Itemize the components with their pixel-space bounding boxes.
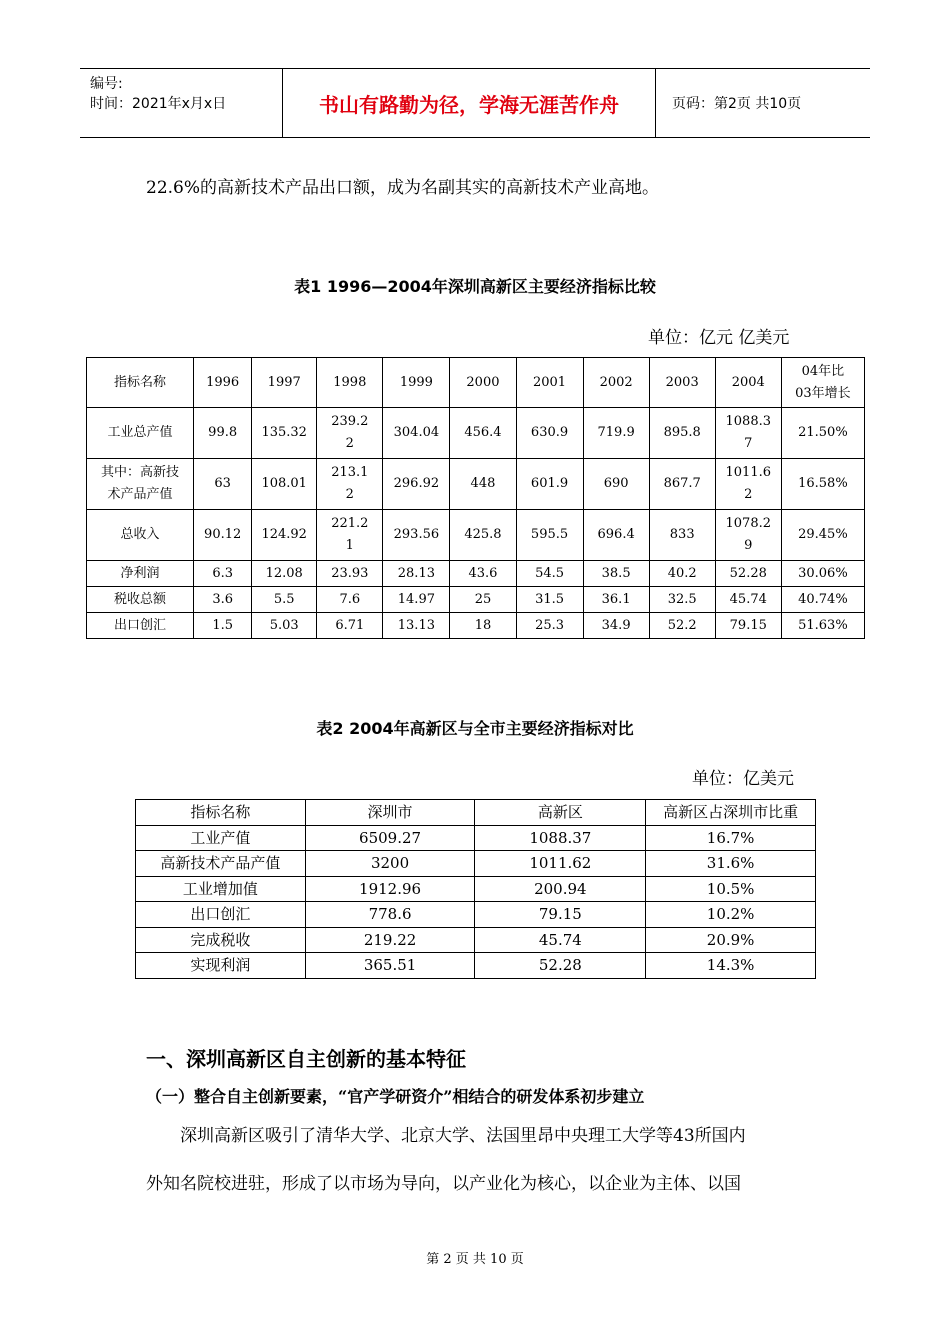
table1-cell: 690 [583, 459, 649, 510]
table2-cell: 出口创汇 [136, 902, 306, 928]
table2-cell: 20.9% [646, 927, 816, 953]
table1-cell: 456.4 [450, 408, 516, 459]
table1-cell: 29.45% [781, 510, 864, 561]
table1-cell: 719.9 [583, 408, 649, 459]
table2-header-row [136, 800, 816, 826]
table1-cell: 293.56 [383, 510, 450, 561]
table1-cell: 工业总产值 [87, 408, 194, 459]
table2-header-cell: 高新区占深圳市比重 [646, 800, 816, 826]
code-label: 编号: [90, 76, 123, 92]
table2-unit: 单位：亿美元 [692, 769, 794, 789]
table1-cell: 135.32 [252, 408, 317, 459]
table1-header-cell: 1998 [317, 358, 383, 408]
table1-cell: 7.6 [317, 587, 383, 613]
table1-cell: 5.5 [252, 587, 317, 613]
table2-cell: 200.94 [475, 876, 646, 902]
table1-cell: 40.2 [649, 561, 715, 587]
header-meta [80, 69, 283, 137]
table2 [135, 799, 816, 979]
table2-cell: 31.6% [646, 851, 816, 877]
table1-cell: 45.74 [715, 587, 781, 613]
motto: 书山有路勤为径，学海无涯苦作舟 [283, 69, 656, 137]
table1-cell: 34.9 [583, 613, 649, 639]
table2-cell: 52.28 [475, 953, 646, 979]
table1-cell: 1078.2 9 [715, 510, 781, 561]
table1-cell: 867.7 [649, 459, 715, 510]
table1-cell: 43.6 [450, 561, 516, 587]
table1-cell: 448 [450, 459, 516, 510]
table1-cell: 出口创汇 [87, 613, 194, 639]
table1-cell: 税收总额 [87, 587, 194, 613]
table1-cell: 601.9 [516, 459, 583, 510]
table1-cell: 23.93 [317, 561, 383, 587]
table2-title: 表2 2004年高新区与全市主要经济指标对比 [316, 719, 634, 738]
table1-cell: 63 [194, 459, 252, 510]
table1-cell: 696.4 [583, 510, 649, 561]
body-line-1: 深圳高新区吸引了清华大学、北京大学、法国里昂中央理工大学等43所国内 [180, 1126, 746, 1146]
table1-header-cell: 04年比 03年增长 [781, 358, 864, 408]
table2-cell: 6509.27 [305, 825, 475, 851]
table1-header-cell: 2004 [715, 358, 781, 408]
table2-cell: 工业增加值 [136, 876, 306, 902]
table2-row [136, 876, 816, 902]
time-label: 时间：2021年x月x日 [90, 96, 227, 112]
table2-row [136, 851, 816, 877]
table1-cell: 净利润 [87, 561, 194, 587]
table2-cell: 10.5% [646, 876, 816, 902]
table1-cell: 595.5 [516, 510, 583, 561]
table1-cell: 239.2 2 [317, 408, 383, 459]
table1-cell: 1088.3 7 [715, 408, 781, 459]
table1-cell: 90.12 [194, 510, 252, 561]
table1-cell: 51.63% [781, 613, 864, 639]
table1-cell: 833 [649, 510, 715, 561]
table1-cell: 28.13 [383, 561, 450, 587]
table2-cell: 1011.62 [475, 851, 646, 877]
table2-row [136, 902, 816, 928]
table2-cell: 完成税收 [136, 927, 306, 953]
table1-cell: 18 [450, 613, 516, 639]
table1-header-cell: 2001 [516, 358, 583, 408]
table1-cell: 3.6 [194, 587, 252, 613]
table1-cell: 221.2 1 [317, 510, 383, 561]
table1-cell: 总收入 [87, 510, 194, 561]
table1-header-cell: 1999 [383, 358, 450, 408]
section-heading: 一、深圳高新区自主创新的基本特征 [146, 1047, 466, 1071]
table2-cell: 高新技术产品产值 [136, 851, 306, 877]
table1-cell: 6.71 [317, 613, 383, 639]
table1-cell: 79.15 [715, 613, 781, 639]
table1-cell: 13.13 [383, 613, 450, 639]
body-line-2: 外知名院校进驻，形成了以市场为导向，以产业化为核心，以企业为主体、以国 [146, 1174, 741, 1194]
table1-cell: 其中：高新技 术产品产值 [87, 459, 194, 510]
table2-cell: 3200 [305, 851, 475, 877]
table1-cell: 124.92 [252, 510, 317, 561]
table1-cell: 304.04 [383, 408, 450, 459]
table1-header-cell: 指标名称 [87, 358, 194, 408]
table2-row [136, 825, 816, 851]
table1-title: 表1 1996—2004年深圳高新区主要经济指标比较 [294, 277, 656, 296]
table1-cell: 12.08 [252, 561, 317, 587]
table1 [86, 357, 865, 639]
table2-cell: 219.22 [305, 927, 475, 953]
table2-header-cell: 深圳市 [305, 800, 475, 826]
table1-cell: 425.8 [450, 510, 516, 561]
table2-cell: 1088.37 [475, 825, 646, 851]
table1-cell: 14.97 [383, 587, 450, 613]
table1-header-cell: 2002 [583, 358, 649, 408]
table1-header-cell: 2003 [649, 358, 715, 408]
table1-cell: 1.5 [194, 613, 252, 639]
table2-cell: 10.2% [646, 902, 816, 928]
table1-header-cell: 2000 [450, 358, 516, 408]
table1-row [87, 510, 865, 561]
table1-cell: 895.8 [649, 408, 715, 459]
table1-cell: 30.06% [781, 561, 864, 587]
table1-cell: 6.3 [194, 561, 252, 587]
table1-unit: 单位：亿元 亿美元 [648, 328, 790, 348]
table1-cell: 40.74% [781, 587, 864, 613]
table1-cell: 25.3 [516, 613, 583, 639]
table1-cell: 32.5 [649, 587, 715, 613]
table2-cell: 实现利润 [136, 953, 306, 979]
table1-cell: 296.92 [383, 459, 450, 510]
table2-cell: 45.74 [475, 927, 646, 953]
table2-cell: 778.6 [305, 902, 475, 928]
table2-cell: 365.51 [305, 953, 475, 979]
table1-row [87, 408, 865, 459]
page-footer: 第 2 页 共 10 页 [426, 1252, 524, 1267]
table1-cell: 630.9 [516, 408, 583, 459]
table1-header-cell: 1997 [252, 358, 317, 408]
table1-cell: 52.28 [715, 561, 781, 587]
table1-cell: 213.1 2 [317, 459, 383, 510]
table1-cell: 16.58% [781, 459, 864, 510]
subsection-heading: （一）整合自主创新要素，“官产学研资介”相结合的研发体系初步建立 [146, 1087, 645, 1106]
table1-row [87, 561, 865, 587]
table1-row [87, 587, 865, 613]
table2-row [136, 927, 816, 953]
table1-cell: 54.5 [516, 561, 583, 587]
table2-cell: 工业产值 [136, 825, 306, 851]
table2-cell: 1912.96 [305, 876, 475, 902]
table1-cell: 36.1 [583, 587, 649, 613]
table2-header-cell: 指标名称 [136, 800, 306, 826]
table1-cell: 52.2 [649, 613, 715, 639]
table1-cell: 108.01 [252, 459, 317, 510]
table1-cell: 99.8 [194, 408, 252, 459]
page-info: 页码：第2页 共10页 [672, 96, 802, 112]
table1-header-cell: 1996 [194, 358, 252, 408]
table1-header-row [87, 358, 865, 408]
table1-cell: 1011.6 2 [715, 459, 781, 510]
table2-cell: 79.15 [475, 902, 646, 928]
page-info-wrap [664, 69, 870, 137]
table1-cell: 5.03 [252, 613, 317, 639]
table1-cell: 31.5 [516, 587, 583, 613]
table1-row [87, 613, 865, 639]
document-header [80, 68, 870, 138]
table1-cell: 21.50% [781, 408, 864, 459]
table2-cell: 16.7% [646, 825, 816, 851]
table1-row [87, 459, 865, 510]
table2-row [136, 953, 816, 979]
table1-cell: 25 [450, 587, 516, 613]
table2-cell: 14.3% [646, 953, 816, 979]
table1-cell: 38.5 [583, 561, 649, 587]
table2-header-cell: 高新区 [475, 800, 646, 826]
intro-line: 22.6%的高新技术产品出口额，成为名副其实的高新技术产业高地。 [146, 178, 660, 198]
